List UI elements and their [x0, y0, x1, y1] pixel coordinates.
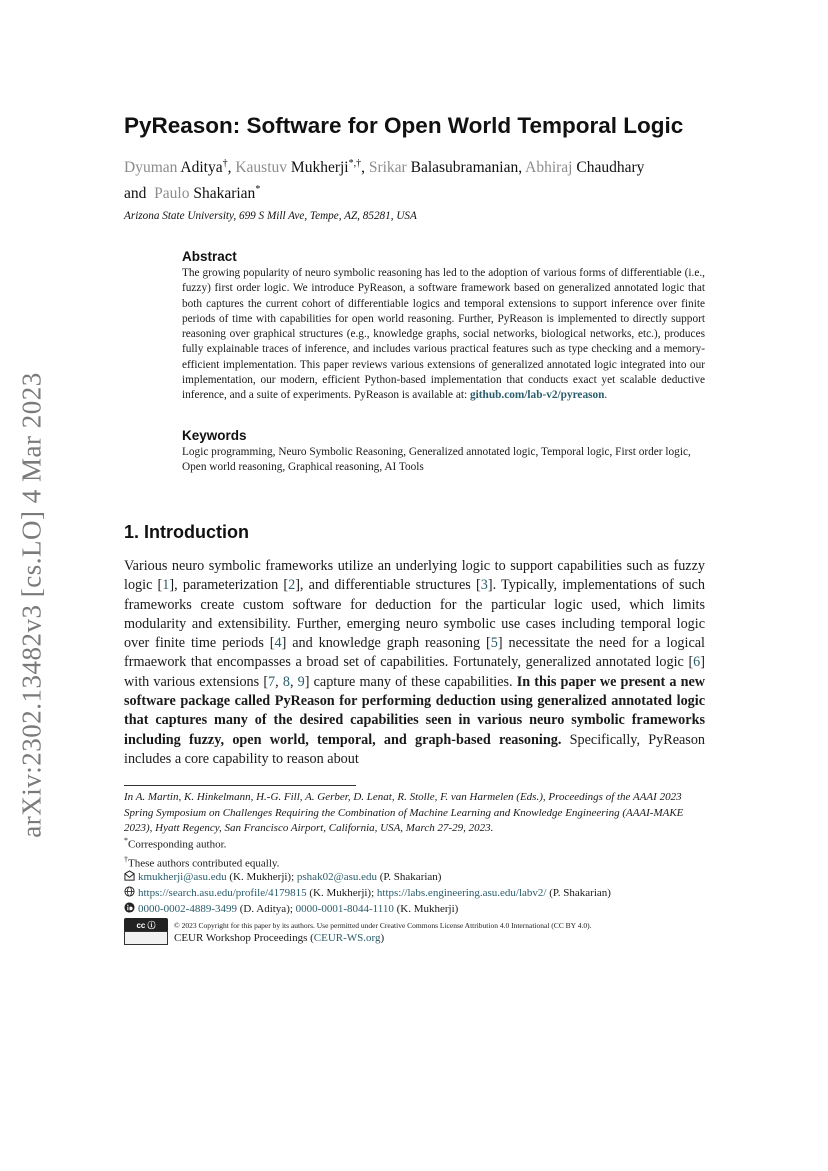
footnote-text: These authors contributed equally. — [128, 857, 280, 870]
orcid-link[interactable]: 0000-0001-8044-1110 — [295, 903, 394, 915]
footnote-text: ) — [380, 932, 385, 944]
author-family-name: Mukherji — [290, 159, 349, 177]
globe-icon — [124, 886, 135, 897]
email-link[interactable]: pshak02@asu.edu — [296, 871, 377, 883]
arxiv-id: arXiv:2302.13482v3 [cs.LO] 4 Mar 2023 — [16, 372, 47, 838]
author-given-name: Paulo — [154, 185, 190, 203]
footnote-text: (D. Aditya); — [237, 903, 296, 915]
author-family-name: Chaudhary — [576, 159, 645, 177]
github-link[interactable]: github.com/lab-v2/pyreason — [469, 389, 605, 402]
author-given-name: Srikar — [368, 159, 407, 177]
intro-paragraph: Various neuro symbolic frameworks utilize an underlying logic to support capabilities such as fuzzy logic [1], parameterization [2], and differentiable structures [3]. Typically, implementations of such frameworks create custom software for deduction for the particular logic used, which limits modularity and extensibility. Further, emerging neuro symbolic use cases including temporal logic over finite time periods [4] and knowledge graph reasoning [5] necessitate the need for a logical frmaework that encompasses a broad set of capabilities. Fortunately, generalized annotated logic [6] with various extensions [7, 8, 9] capture many of these capabilities. In this paper we present a new software package called PyReason for performing deduction using generalized annotated logic that captures many of the desired capabilities seen in various neuro symbolic frameworks including fuzzy, open world, temporal, and graph-based reasoning. Specifically, PyReason includes a core capability to reason about — [124, 558, 706, 767]
footnote-mark: * — [124, 836, 128, 845]
footnote-text: (K. Mukherji); — [306, 887, 377, 899]
intro-text: ], parameterization [ — [169, 577, 289, 594]
footnote-proceedings: In A. Martin, K. Hinkelmann, H.-G. Fill, A. Gerber, D. Lenat, R. Stolle, F. van Harmelen (Eds.), Proceedings of the AAAI 2023 Spring Symposium on Challenges Requiring the Combination of Machine Learning and Knowledge Engineering (AAAI-MAKE 2023), Hyatt Regency, San Francisco Airport, California, USA, March 27-29, 2023. — [124, 791, 684, 834]
intro-text: ] capture many of these capabilities. — [304, 673, 517, 690]
author-separator: , — [227, 159, 236, 177]
copyright-text: © 2023 Copyright for this paper by its authors. Use permitted under Creative Commons License Attribution 4.0 International (CC BY 4.0). — [174, 920, 592, 930]
author-given-name: Dyuman — [124, 159, 178, 177]
footnote-text: Corresponding author. — [128, 838, 227, 851]
intro-bold-statement: In this paper we present a new software package called PyReason for performing deduction using generalized annotated logic that captures many of the desired capabilities seen in various neuro symbolic frameworks including fuzzy, open world, temporal, and graph-based reasoning. — [124, 673, 706, 748]
orcid-link[interactable]: 0000-0002-4889-3499 — [138, 903, 237, 915]
citation-link[interactable]: 4 — [274, 635, 282, 652]
footnote-text: (P. Shakarian) — [377, 871, 442, 883]
author-list — [124, 153, 724, 205]
author-mark: † — [222, 158, 228, 169]
abstract-text — [182, 266, 705, 404]
affiliation: Arizona State University, 699 S Mill Ave, Tempe, AZ, 85281, USA — [124, 210, 417, 222]
citation-link[interactable]: 7 — [268, 673, 276, 690]
intro-text: ] necessitate the need for a logical frmaework that encompasses a broad set of capabilities. Fortunately, generalized annotated logic [ — [124, 635, 706, 671]
web-link[interactable]: https://search.asu.edu/profile/4179815 — [138, 887, 307, 899]
footnote-mark: † — [124, 855, 128, 864]
citation-link[interactable]: 5 — [490, 635, 498, 652]
citation-link[interactable]: 1 — [162, 577, 170, 594]
section-heading: 1. Introduction — [124, 522, 249, 542]
footnote-copyright — [124, 918, 724, 932]
footnote-equal — [124, 855, 724, 870]
citation-link[interactable]: 9 — [297, 673, 305, 690]
footnote-text: (K. Mukherji); — [226, 871, 297, 883]
abstract-end: . — [604, 389, 608, 402]
author-family-name: Balasubramanian — [410, 159, 519, 177]
ceur-logo-icon — [124, 931, 168, 945]
author-separator: , — [361, 159, 369, 177]
intro-text: ]. Typically, implementations of such frameworks create custom software for deduction for the particular logic used, which limits modularity and extensibility. Further, emerging neuro symbolic use cases including temporal logic over finite time periods [ — [124, 577, 706, 652]
footnote-emails — [124, 870, 724, 883]
citation-link[interactable]: 3 — [480, 577, 488, 594]
web-link[interactable]: https://labs.engineering.asu.edu/labv2/ — [376, 887, 547, 899]
intro-text: ] with various extensions [ — [124, 654, 705, 690]
ceur-link[interactable]: CEUR-WS.org — [313, 932, 381, 944]
footnote-text: (P. Shakarian) — [546, 887, 611, 899]
footnote-corresponding — [124, 836, 724, 851]
paper-title: PyReason: Software for Open World Temporal Logic — [124, 113, 684, 138]
citation-link[interactable]: 8 — [282, 673, 290, 690]
author-family-name: Aditya — [180, 159, 223, 177]
keywords-heading: Keywords — [182, 428, 247, 443]
author-given-name: Kaustuv — [235, 159, 288, 177]
orcid-icon — [124, 902, 135, 913]
author-given-name: Abhiraj — [525, 159, 573, 177]
citation-link[interactable]: 2 — [288, 577, 296, 594]
arxiv-stamp — [12, 365, 52, 845]
keywords-text: Logic programming, Neuro Symbolic Reasoning, Generalized annotated logic, Temporal logic, First order logic, Open world reasoning, Graphical reasoning, AI Tools — [182, 446, 691, 474]
footnote-ceur — [124, 931, 724, 945]
footnote-text: CEUR Workshop Proceedings ( — [174, 932, 314, 944]
intro-text: Various neuro symbolic frameworks utilize an underlying logic to support capabilities such as fuzzy logic [ — [124, 558, 705, 594]
ceur-text — [174, 932, 384, 944]
intro-text: Specifically, PyReason includes a core capability to reason about — [124, 731, 706, 767]
abstract-body: The growing popularity of neuro symbolic reasoning has led to the adoption of various forms of differentiable (i.e., fuzzy) first order logic. We introduce PyReason, a software framework based on generalized annotated logic that both captures the current cohort of differentiable logics and temporal extensions to support inference over finite periods of time with capabilities for open world reasoning. Further, PyReason is implemented to directly support reasoning over graphical structures (e.g., knowledge graphs, social networks, biological networks, etc.), produces fully explainable traces of inference, and includes various practical features such as type checking and a memory-efficient implementation. This paper reviews various extensions of generalized annotated logic integrated into our implementation, our modern, efficient Python-based implementation that conducts exact yet scalable deductive inference, and a suite of experiments. PyReason is available at: — [182, 267, 705, 402]
cc-by-icon — [124, 918, 168, 932]
citation-link[interactable]: 6 — [693, 654, 701, 671]
email-icon — [124, 870, 135, 881]
cc-badge-text: cc ⓘ — [136, 920, 156, 930]
email-link[interactable]: kmukherji@asu.edu — [138, 871, 227, 883]
and-word: and — [124, 185, 147, 203]
author-separator: , — [518, 159, 526, 177]
footnote-orcid — [124, 902, 724, 915]
intro-text: ], and differentiable structures [ — [295, 577, 481, 594]
abstract-heading: Abstract — [182, 249, 237, 264]
author-mark: * — [255, 184, 261, 196]
intro-text: ] and knowledge graph reasoning [ — [281, 635, 491, 652]
footnote-websites — [124, 886, 724, 899]
footnote-rule — [124, 785, 356, 786]
author-mark: *,† — [348, 158, 362, 169]
author-family-name: Shakarian — [193, 185, 256, 203]
footnote-text: (K. Mukherji) — [393, 903, 459, 915]
